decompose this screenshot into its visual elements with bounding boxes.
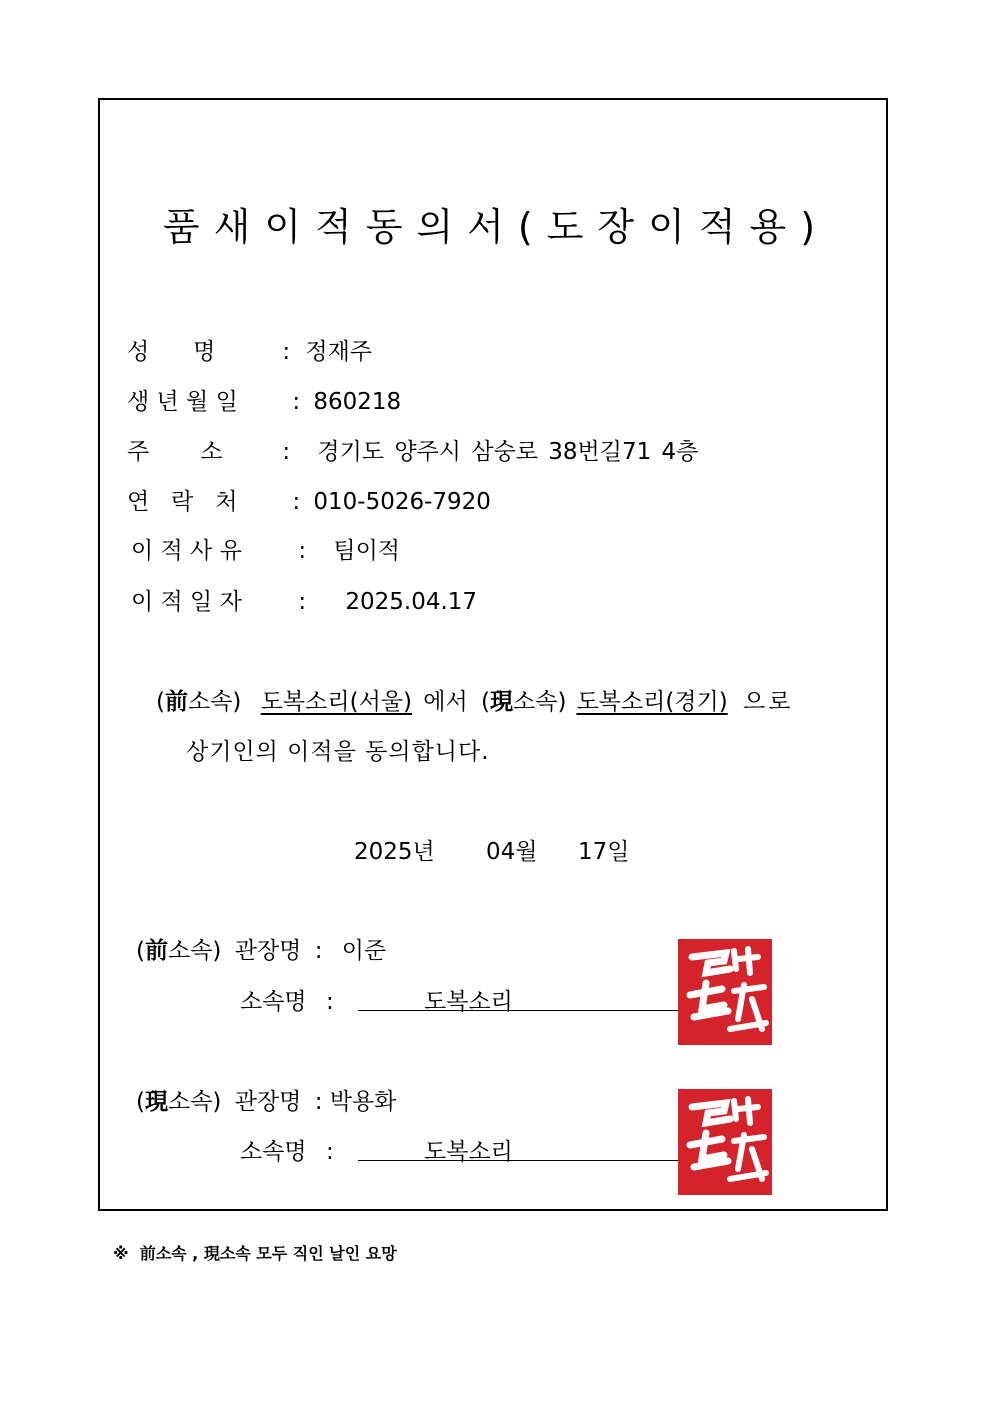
sign-date-day: 17일 (578, 839, 630, 865)
field-birth-value: 860218 (313, 389, 402, 415)
prev-org-value: 도복소리 (424, 989, 513, 1015)
from-word: 에서 (423, 689, 468, 715)
field-date-label: 이 적 일 자 (131, 589, 242, 615)
curr-sign-hanja: 現 (144, 1089, 168, 1115)
curr-sign-head-row: (現소속) 관장명 : 박용화 (136, 1089, 397, 1115)
curr-org-label: 소속명 (240, 1139, 307, 1165)
field-reason-row (127, 532, 400, 565)
curr-org-row (240, 1133, 334, 1166)
consent-text: 상기인의 이적을 동의합니다. (186, 739, 490, 765)
colon: : (298, 538, 307, 564)
prev-seal-stamp-icon (678, 939, 772, 1045)
colon: : (325, 1139, 334, 1165)
field-date-value: 2025.04.17 (345, 589, 478, 615)
curr-prefix: 소속 (513, 689, 558, 715)
prev-org: 도복소리(서울) (260, 689, 412, 715)
field-name-row (127, 333, 372, 366)
curr-seal-stamp-icon (678, 1089, 772, 1195)
curr-sign-prefix: 소속 (167, 1089, 213, 1115)
field-contact-value: 010-5026-7920 (313, 489, 491, 515)
prev-hanja: 前 (164, 689, 188, 715)
field-contact-row (127, 483, 491, 516)
document-title: 품새이적동의서(도장이적용) (162, 205, 830, 249)
curr-hanja: 現 (490, 689, 514, 715)
prev-org-label: 소속명 (240, 989, 307, 1015)
sign-date-year: 2025년 (354, 839, 435, 865)
curr-head-label: 관장명 (234, 1089, 302, 1115)
field-reason-value: 팀이적 (333, 538, 401, 564)
colon: : (292, 489, 301, 515)
field-address-value: 경기도 양주시 삼숭로 38번길71 4층 (317, 439, 699, 465)
field-reason-label: 이 적 사 유 (131, 538, 242, 564)
curr-org-value: 도복소리 (424, 1139, 513, 1165)
prev-sign-hanja: 前 (144, 938, 168, 964)
prev-sign-head-row: (前소속) 관장명 : 이준 (136, 938, 387, 964)
field-date-row (127, 583, 477, 616)
field-contact-label: 연 락 처 (127, 489, 238, 515)
field-name-label: 성 명 (127, 339, 216, 365)
colon: : (298, 589, 307, 615)
colon: : (282, 339, 291, 365)
prev-prefix: 소속 (187, 689, 233, 715)
transfer-statement: (前소속) 도복소리(서울) 에서 (現소속) 도복소리(경기) 으로 (156, 689, 794, 715)
prev-head-value: 이준 (341, 938, 387, 964)
field-address-label: 주 소 (127, 439, 223, 465)
prev-head-label: 관장명 (234, 938, 302, 964)
to-word: 으로 (743, 689, 794, 715)
curr-head-value: 박용화 (329, 1089, 397, 1115)
field-address-row (127, 433, 698, 466)
curr-signature-line (358, 1160, 680, 1161)
sign-date-month: 04월 (486, 839, 538, 865)
colon: : (282, 439, 291, 465)
colon: : (292, 389, 301, 415)
colon: : (325, 989, 334, 1015)
colon: : (314, 1089, 323, 1115)
curr-org: 도복소리(경기) (576, 689, 728, 715)
colon: : (314, 938, 323, 964)
field-name-value: 정재주 (305, 339, 373, 365)
field-birth-label: 생 년 월 일 (127, 389, 238, 415)
field-birth-row (127, 383, 401, 416)
prev-sign-prefix: 소속 (167, 938, 213, 964)
footnote: ※ 前소속 , 現소속 모두 직인 날인 요망 (113, 1244, 397, 1263)
prev-signature-line (358, 1010, 680, 1011)
prev-org-row (240, 983, 334, 1016)
